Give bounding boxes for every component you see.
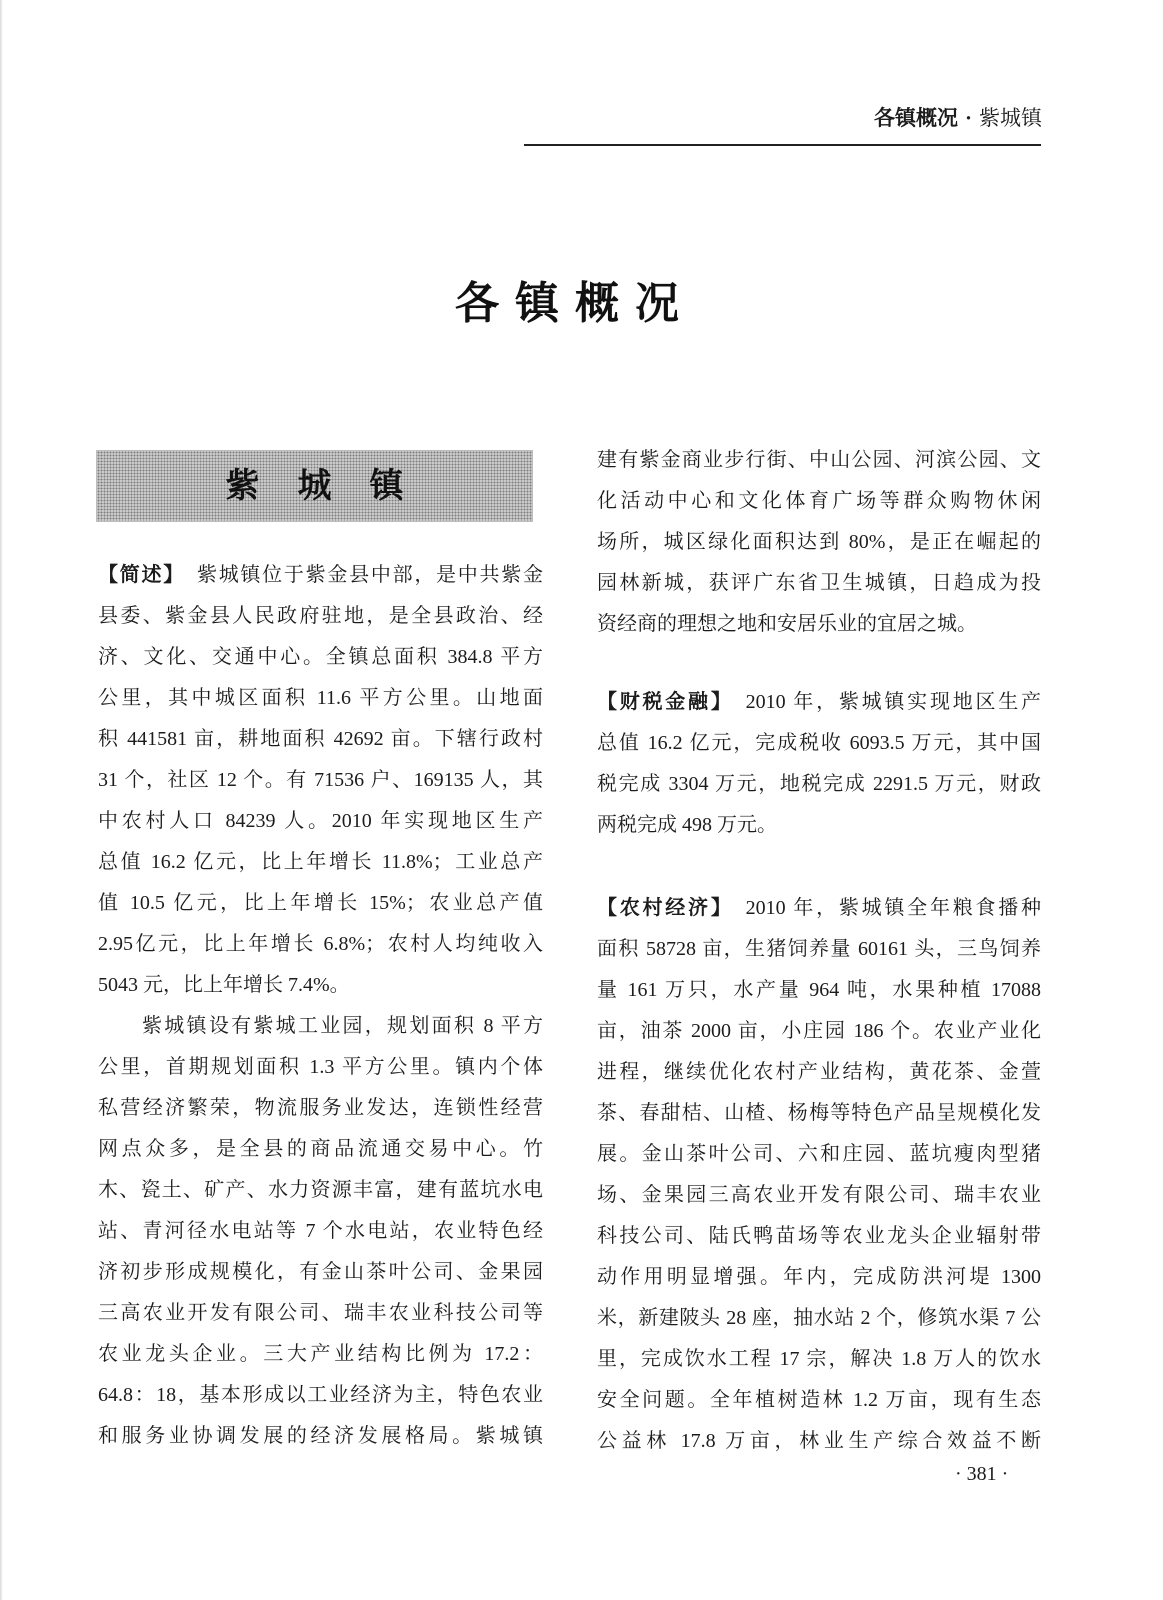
text-line: 中农村人口 84239 人。2010 年实现地区生产 <box>98 810 543 832</box>
text-line: 面积 58728 亩，生猪饲养量 60161 头，三鸟饲养 <box>597 938 1041 960</box>
text-line: 里，完成饮水工程 17 宗，解决 1.8 万人的饮水 <box>597 1348 1041 1370</box>
page-number: · 381 · <box>955 1463 1009 1485</box>
rural-economy-section <box>597 888 1041 1462</box>
text-line: 站、青河径水电站等 7 个水电站，农业特色经 <box>98 1220 543 1242</box>
text-line: 场、金果园三高农业开发有限公司、瑞丰农业 <box>597 1184 1041 1206</box>
finance-section <box>597 682 1041 846</box>
text-line: 场所，城区绿化面积达到 80%，是正在崛起的 <box>597 531 1041 553</box>
text-line: 化活动中心和文化体育广场等群众购物休闲 <box>597 490 1041 512</box>
text-line: 31 个，社区 12 个。有 71536 户、169135 人，其 <box>98 769 543 791</box>
text-line: 米，新建陂头 28 座，抽水站 2 个，修筑水渠 7 公 <box>597 1307 1041 1329</box>
section-heading: 紫城镇 <box>225 466 442 506</box>
text-line: 安全问题。全年植树造林 1.2 万亩，现有生态 <box>597 1389 1041 1411</box>
text-line: 公里，首期规划面积 1.3 平方公里。镇内个体 <box>98 1056 543 1078</box>
text-line: 木、瓷土、矿产、水力资源丰富，建有蓝坑水电 <box>98 1179 543 1201</box>
text-line <box>98 555 543 596</box>
section-label-rural-economy: 【农村经济】 <box>597 897 734 919</box>
running-header-separator: · <box>964 106 972 130</box>
text-line: 积 441581 亩，耕地面积 42692 亩。下辖行政村 <box>98 728 543 750</box>
text-line: 税完成 3304 万元，地税完成 2291.5 万元，财政 <box>597 773 1041 795</box>
text-line: 5043 元，比上年增长 7.4%。 <box>98 974 350 996</box>
text-line <box>597 682 1041 723</box>
text-line: 科技公司、陆氏鸭苗场等农业龙头企业辐射带 <box>597 1225 1041 1247</box>
text-line: 两税完成 498 万元。 <box>597 814 777 836</box>
text-line: 展。金山茶叶公司、六和庄园、蓝坑瘦肉型猪 <box>597 1143 1041 1165</box>
header-rule <box>524 144 1041 146</box>
running-header-section: 各镇概况 <box>873 107 958 130</box>
section-label-finance: 【财税金融】 <box>597 691 734 713</box>
section-heading-box <box>96 450 533 522</box>
text-line: 亩，油茶 2000 亩，小庄园 186 个。农业产业化 <box>597 1020 1041 1042</box>
text-line: 县委、紫金县人民政府驻地，是全县政治、经 <box>98 605 543 627</box>
text-line: 济、文化、交通中心。全镇总面积 384.8 平方 <box>98 646 543 668</box>
text-line: 64.8：18，基本形成以工业经济为主，特色农业 <box>98 1384 543 1406</box>
text-line: 园林新城，获评广东省卫生城镇，日趋成为投 <box>597 572 1041 594</box>
right-column-continuation <box>597 440 1041 645</box>
text-line: 量 161 万只，水产量 964 吨，水果种植 17088 <box>597 979 1041 1001</box>
text-line: 紫城镇设有紫城工业园，规划面积 8 平方 <box>142 1015 543 1037</box>
text-line: 进程，继续优化农村产业结构，黄花茶、金萱 <box>597 1061 1041 1083</box>
text-line: 网点众多，是全县的商品流通交易中心。竹 <box>98 1138 543 1160</box>
text-line: 总值 16.2 亿元，比上年增长 11.8%；工业总产 <box>98 851 543 873</box>
text-line: 茶、春甜桔、山楂、杨梅等特色产品呈规模化发 <box>597 1102 1041 1124</box>
text-line-content: 2010 年，紫城镇全年粮食播种 <box>745 897 1041 919</box>
text-line: 动作用明显增强。年内，完成防洪河堤 1300 <box>597 1266 1041 1288</box>
scan-edge-shadow <box>0 0 3 1600</box>
text-line: 和服务业协调发展的经济发展格局。紫城镇 <box>98 1425 543 1447</box>
section-label-overview: 【简述】 <box>98 564 185 586</box>
text-line: 建有紫金商业步行街、中山公园、河滨公园、文 <box>597 449 1041 471</box>
text-line: 济初步形成规模化，有金山茶叶公司、金果园 <box>98 1261 543 1283</box>
text-line <box>597 888 1041 929</box>
text-line: 三高农业开发有限公司、瑞丰农业科技公司等 <box>98 1302 543 1324</box>
running-header-town: 紫城镇 <box>979 106 1042 130</box>
text-line: 公里，其中城区面积 11.6 平方公里。山地面 <box>98 687 543 709</box>
page-title: 各镇概况 <box>455 278 695 329</box>
text-line-content: 2010 年，紫城镇实现地区生产 <box>745 691 1041 713</box>
text-line: 私营经济繁荣，物流服务业发达，连锁性经营 <box>98 1097 543 1119</box>
text-line: 总值 16.2 亿元，完成税收 6093.5 万元，其中国 <box>597 732 1041 754</box>
text-line-content: 紫城镇位于紫金县中部，是中共紫金 <box>196 564 543 586</box>
text-line: 公益林 17.8 万亩，林业生产综合效益不断 <box>597 1430 1041 1452</box>
text-line: 2.95亿元，比上年增长 6.8%；农村人均纯收入 <box>98 933 543 955</box>
left-column <box>98 555 543 1457</box>
text-line: 农业龙头企业。三大产业结构比例为 17.2： <box>98 1343 543 1365</box>
text-line: 值 10.5 亿元，比上年增长 15%；农业总产值 <box>98 892 543 914</box>
text-line: 资经商的理想之地和安居乐业的宜居之城。 <box>597 613 977 635</box>
running-header <box>874 104 1042 133</box>
